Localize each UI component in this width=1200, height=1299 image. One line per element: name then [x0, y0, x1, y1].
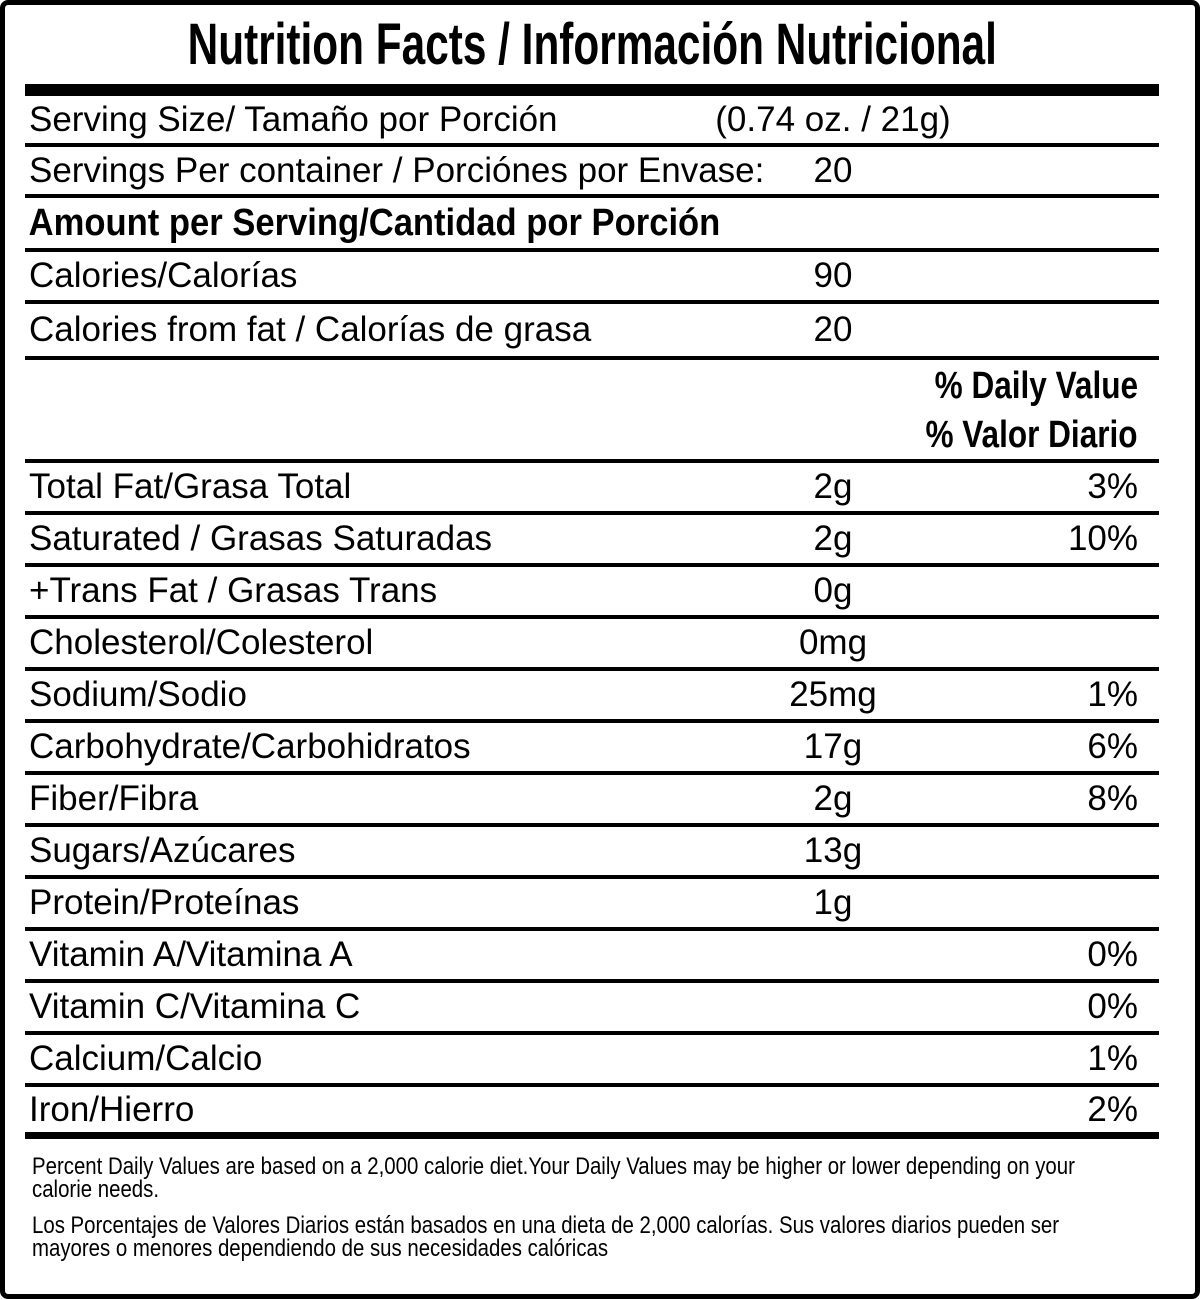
- nutrient-value: 13g: [803, 831, 863, 870]
- serving-size-value: (0.74 oz. / 21g): [715, 99, 951, 139]
- nutrient-row: [25, 775, 1159, 827]
- footnote-line: mayores o menores dependiendo de sus necesidades calóricas: [32, 1235, 609, 1262]
- nutrient-value: 0mg: [798, 623, 868, 662]
- nutrient-row: [25, 983, 1159, 1035]
- nutrient-value: 2g: [813, 467, 853, 506]
- daily-value-header-en: % Daily Value: [934, 364, 1138, 407]
- amount-per-serving-row: [25, 198, 1159, 252]
- nutrient-label: Total Fat/Grasa Total: [29, 467, 352, 506]
- nutrient-row: [25, 671, 1159, 723]
- nutrient-value: 17g: [803, 727, 863, 766]
- calories-value: 90: [813, 256, 853, 295]
- nutrient-label-cell: [25, 571, 713, 611]
- nutrient-row: [25, 827, 1159, 879]
- nutrient-row: [25, 723, 1159, 775]
- amount-per-serving-cell: [25, 202, 1159, 245]
- serving-size-label-cell: [25, 100, 713, 140]
- calories-from-fat-row: [25, 304, 1159, 360]
- footnote-paragraph: [32, 1155, 1159, 1201]
- nutrient-label-cell: [25, 883, 713, 923]
- nutrient-label: Calcium/Calcio: [29, 1039, 263, 1078]
- nutrient-label: Cholesterol/Colesterol: [29, 623, 374, 662]
- servings-per-container-row: [25, 147, 1159, 198]
- nutrient-percent: 2%: [1087, 1089, 1138, 1129]
- serving-size-row: [25, 96, 1159, 147]
- serving-size-label: Serving Size/ Tamaño por Porción: [29, 99, 558, 139]
- daily-value-header-cell-es: [25, 414, 1159, 457]
- nutrient-row: [25, 879, 1159, 931]
- nutrient-row: [25, 619, 1159, 671]
- nutrient-label-cell: [25, 727, 713, 767]
- title-separator-bar: [25, 84, 1159, 96]
- nutrient-percent: 10%: [1067, 519, 1138, 558]
- nutrient-percent: 0%: [1087, 935, 1138, 974]
- amount-per-serving-header: Amount per Serving/Cantidad por Porción: [28, 201, 721, 244]
- nutrient-rows: [25, 463, 1159, 1139]
- nutrient-percent: 1%: [1087, 1039, 1138, 1078]
- label-title: Nutrition Facts / Información Nutricional: [187, 12, 997, 77]
- nutrient-percent: 6%: [1087, 727, 1138, 766]
- calories-from-fat-label: Calories from fat / Calorías de grasa: [29, 310, 592, 349]
- nutrient-label-cell: [25, 519, 713, 559]
- nutrient-value: 2g: [813, 779, 853, 818]
- servings-per-container-value: 20: [813, 150, 853, 190]
- servings-per-container-label-cell: [25, 150, 765, 191]
- calories-label: Calories/Calorías: [29, 256, 298, 295]
- nutrient-row: [25, 931, 1159, 983]
- nutrient-label: Sodium/Sodio: [29, 675, 247, 714]
- nutrient-percent: 1%: [1087, 675, 1138, 714]
- nutrient-label: Saturated / Grasas Saturadas: [29, 519, 493, 558]
- label-content: [25, 5, 1159, 1260]
- nutrient-value: 2g: [813, 519, 853, 558]
- footnote-line: Percent Daily Values are based on a 2,000 calorie diet.Your Daily Values may be higher or lower depending on your: [32, 1153, 1075, 1180]
- nutrient-label-cell: [25, 831, 713, 871]
- daily-value-header-cell-en: [25, 365, 1159, 408]
- nutrient-label-cell: [25, 675, 713, 715]
- daily-value-header-row-es: [25, 412, 1159, 463]
- nutrient-label: Fiber/Fibra: [29, 779, 199, 818]
- footnote-line: Los Porcentajes de Valores Diarios están basados en una dieta de 2,000 calorías. Sus valores diarios pueden ser: [32, 1212, 1060, 1239]
- nutrient-label-cell: [25, 779, 713, 819]
- nutrient-label-cell: [25, 1039, 713, 1079]
- nutrient-label: Sugars/Azúcares: [29, 831, 296, 870]
- nutrient-value: 0g: [813, 571, 853, 610]
- nutrient-percent: 8%: [1087, 779, 1138, 818]
- nutrient-label-cell: [25, 1090, 713, 1130]
- nutrient-label-cell: [25, 987, 713, 1027]
- footnote: [25, 1139, 1159, 1260]
- nutrient-label-cell: [25, 467, 713, 507]
- calories-from-fat-value: 20: [813, 310, 853, 349]
- nutrient-percent: 3%: [1087, 467, 1138, 506]
- daily-value-header-row-en: [25, 360, 1159, 412]
- calories-from-fat-label-cell: [25, 310, 713, 350]
- nutrient-label: Iron/Hierro: [29, 1089, 195, 1129]
- nutrient-row: [25, 567, 1159, 619]
- calories-label-cell: [25, 256, 713, 296]
- nutrient-label: Carbohydrate/Carbohidratos: [29, 727, 471, 766]
- nutrient-label: Vitamin A/Vitamina A: [29, 935, 353, 974]
- nutrient-row: [25, 515, 1159, 567]
- nutrient-row: [25, 1087, 1159, 1139]
- nutrient-row: [25, 463, 1159, 515]
- nutrient-percent: 0%: [1087, 987, 1138, 1026]
- nutrient-label-cell: [25, 623, 713, 663]
- nutrient-label: Protein/Proteínas: [29, 883, 300, 922]
- calories-row: [25, 252, 1159, 304]
- label-title-row: [25, 5, 1159, 84]
- nutrient-label: +Trans Fat / Grasas Trans: [29, 571, 438, 610]
- nutrient-value: 25mg: [789, 675, 877, 714]
- nutrient-row: [25, 1035, 1159, 1087]
- nutrient-label: Vitamin C/Vitamina C: [29, 987, 361, 1026]
- footnote-line: calorie needs.: [32, 1176, 160, 1203]
- daily-value-header-es: % Valor Diario: [925, 414, 1138, 456]
- nutrient-label-cell: [25, 935, 713, 975]
- nutrient-value: 1g: [813, 883, 853, 922]
- footnote-paragraph: [32, 1214, 1159, 1260]
- servings-per-container-label: Servings Per container / Porciónes por Envase:: [29, 150, 765, 190]
